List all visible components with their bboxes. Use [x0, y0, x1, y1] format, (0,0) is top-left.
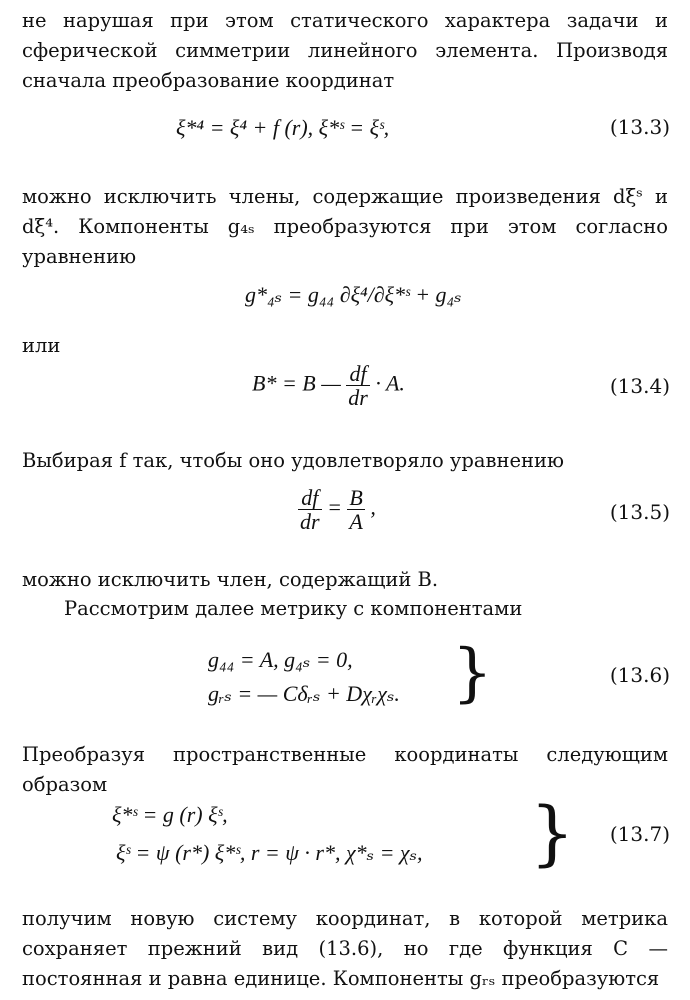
equation-13-4 [0, 361, 690, 411]
fraction-numerator: df [346, 362, 370, 386]
equation-lhs: B* = B — [252, 370, 341, 396]
paragraph-5: можно исключить член, содержащий B. [22, 568, 439, 591]
equation-body [298, 486, 376, 533]
equation-number: (13.3) [609, 115, 670, 139]
right-brace-icon: } [530, 792, 575, 874]
equation-line-1: g₄₄ = A, g₄ₛ = 0, [208, 647, 353, 672]
equation-line-2: gᵣₛ = — Cδᵣₛ + Dχᵣχₛ. [208, 681, 400, 706]
equation-line-2: ξˢ = ψ (r*) ξ*ˢ, r = ψ · r*, χ*ₛ = χₛ, [116, 840, 423, 865]
equation-body [252, 362, 405, 409]
equation-13-7 [0, 792, 690, 878]
fraction-right [347, 486, 364, 533]
equation-13-6 [0, 636, 690, 715]
equation-g4s [0, 278, 690, 324]
fraction [346, 362, 370, 409]
fraction-denominator: dr [300, 509, 320, 535]
equation-body: g*₄ₛ = g₄₄ ∂ξ⁴/∂ξ*ˢ + g₄ₛ [245, 282, 462, 307]
equation-13-3 [0, 115, 690, 155]
equals-sign: = [327, 494, 342, 520]
equation-13-5 [0, 486, 690, 538]
fraction-numerator: df [298, 486, 322, 510]
paragraph-6: Рассмотрим далее метрику с компонентами [64, 597, 523, 620]
paragraph-4: Выбирая f так, чтобы оно удовлетворяло уравнению [22, 449, 564, 472]
equation-number: (13.4) [609, 374, 670, 398]
equation-tail: , [370, 494, 376, 520]
paragraph-3: или [22, 334, 61, 357]
equation-rhs: · A. [375, 370, 405, 396]
equation-number: (13.6) [609, 663, 670, 687]
paragraph-7: Преобразуя пространственные координаты следующим образом [22, 743, 668, 796]
equation-number: (13.5) [609, 500, 670, 524]
fraction-left [298, 486, 322, 533]
right-brace-icon: } [452, 636, 493, 710]
equation-number: (13.7) [609, 822, 670, 846]
paragraph-1: не нарушая при этом статического характера задачи и сферической симметрии линейного элемента. Производя сначала преобразование координат [22, 9, 668, 92]
fraction-denominator: A [349, 509, 363, 535]
fraction-denominator: dr [348, 385, 368, 411]
equation-body: ξ*⁴ = ξ⁴ + f (r), ξ*ˢ = ξˢ, [176, 115, 390, 140]
paragraph-8: получим новую систему координат, в которой метрика сохраняет прежний вид (13.6), но где функция C — постоянная и равна единице. Компоненты gᵣₛ преобразуются [22, 907, 668, 990]
paragraph-2: можно исключить члены, содержащие произведения dξˢ и dξ⁴. Компоненты g₄ₛ преобразуются при этом согласно уравнению [22, 185, 668, 268]
fraction-numerator: B [349, 485, 363, 510]
equation-line-1: ξ*ˢ = g (r) ξˢ, [112, 802, 228, 827]
